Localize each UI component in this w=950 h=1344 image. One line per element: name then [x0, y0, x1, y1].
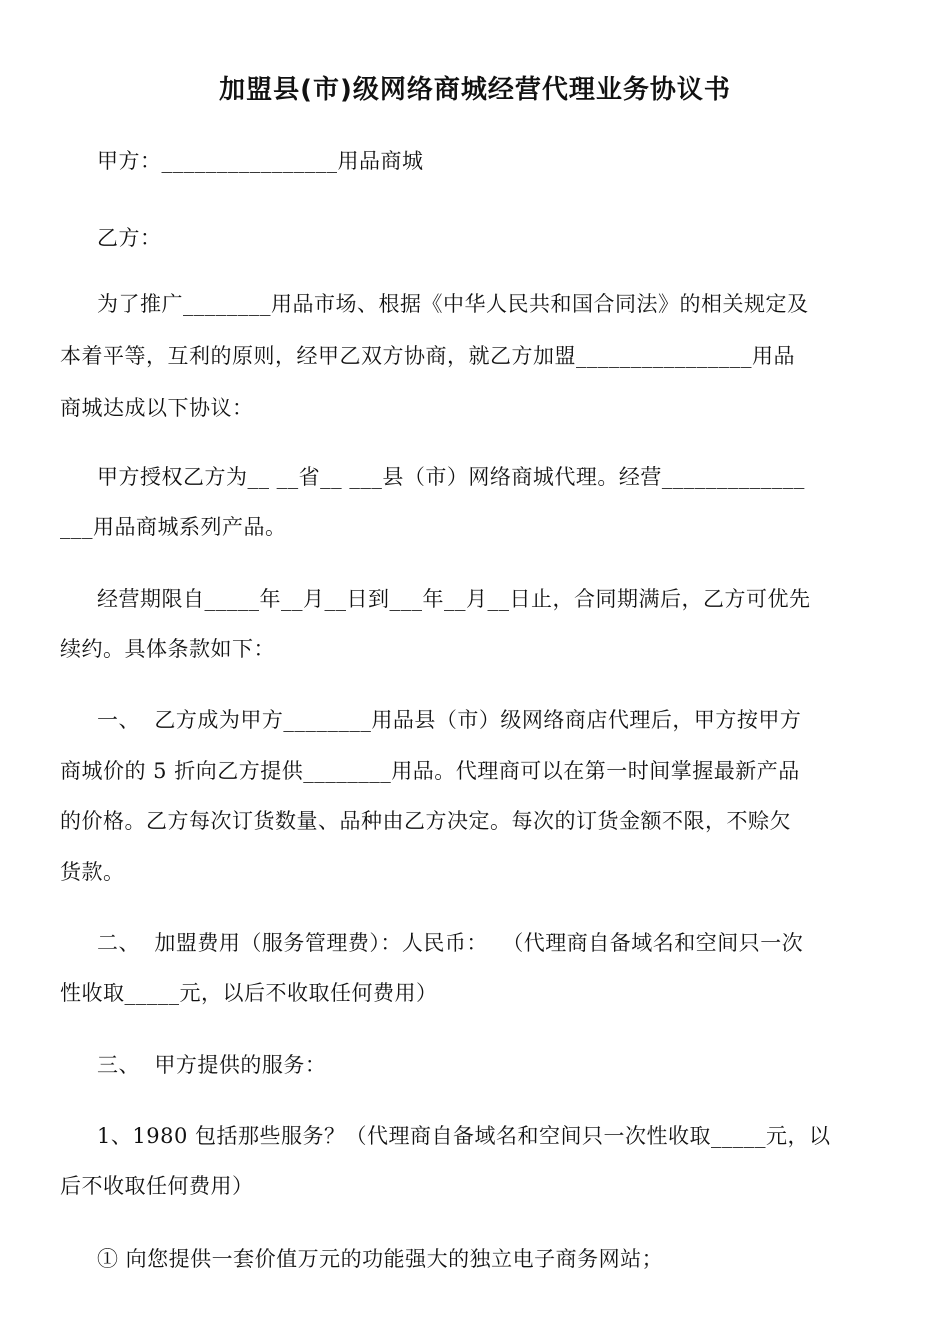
document-title: 加盟县(市)级网络商城经营代理业务协议书: [219, 75, 731, 105]
paragraph-line: 商城价的 5 折向乙方提供________用品。代理商可以在第一时间掌握最新产品: [60, 759, 800, 783]
paragraph-line: 一、 乙方成为甲方________用品县（市）级网络商店代理后，甲方按甲方: [97, 708, 802, 732]
paragraph-line: 甲方授权乙方为__ __省__ ___县（市）网络商城代理。经营_____________: [97, 465, 805, 489]
paragraph-line: ① 向您提供一套价值万元的功能强大的独立电子商务网站；: [97, 1247, 664, 1271]
paragraph-line: 货款。: [60, 860, 125, 884]
paragraph-line: 为了推广________用品市场、根据《中华人民共和国合同法》的相关规定及: [97, 292, 809, 316]
paragraph-line: 二、 加盟费用（服务管理费）：人民币： （代理商自备域名和空间只一次: [97, 931, 804, 955]
paragraph-line: ___用品商城系列产品。: [60, 515, 287, 539]
paragraph-line: 后不收取任何费用）: [60, 1174, 254, 1198]
paragraph-line: 的价格。乙方每次订货数量、品种由乙方决定。每次的订货金额不限，不赊欠: [60, 809, 791, 833]
paragraph-line: 经营期限自_____年__月__日到___年__月__日止，合同期满后，乙方可优先: [97, 587, 811, 611]
paragraph-line: 商城达成以下协议：: [60, 396, 254, 420]
paragraph-line: 性收取_____元，以后不收取任何费用）: [60, 981, 438, 1005]
paragraph-line: 甲方：________________用品商城: [97, 149, 424, 173]
paragraph-line: 本着平等，互利的原则，经甲乙双方协商，就乙方加盟________________用品: [60, 344, 795, 368]
paragraph-line: 三、 甲方提供的服务：: [97, 1053, 327, 1077]
paragraph-line: 乙方：: [97, 226, 162, 250]
paragraph-line: 续约。具体条款如下：: [60, 637, 275, 661]
paragraph-line: 1、1980 包括那些服务？（代理商自备域名和空间只一次性收取_____元，以: [97, 1124, 831, 1148]
